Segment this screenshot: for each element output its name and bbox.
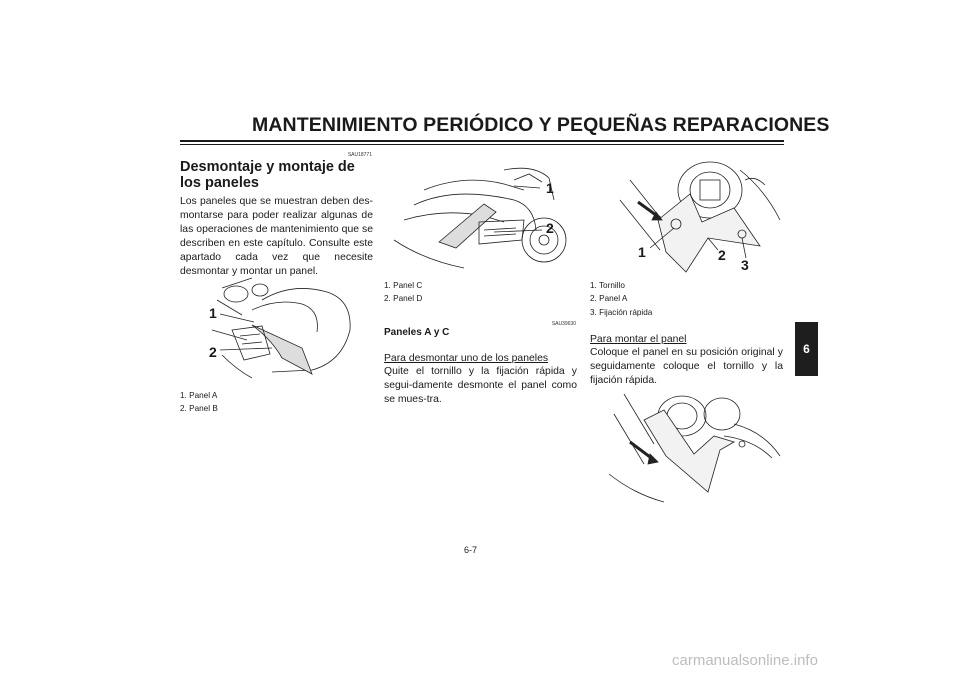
procedure-heading-remove: Para desmontar uno de los paneles <box>384 353 549 364</box>
section-code: SAU18771 <box>347 152 372 158</box>
procedure-body-install: Coloque el panel en su posición original y seguidamente coloque el tornillo y la fijación rápida. <box>590 347 783 386</box>
section-heading: Desmontaje y montaje de los paneles <box>180 159 355 191</box>
subsection-heading: Paneles A y C <box>384 327 450 338</box>
figure-install-panel <box>604 384 784 506</box>
procedure-body-remove: Quite el tornillo y la fijación rápida y segui-damente desmonte el panel como se mues-tra. <box>384 366 577 405</box>
figure-panels-a-b <box>192 270 370 382</box>
watermark: carmanualsonline.info <box>672 652 818 669</box>
callout-1: 1 <box>546 180 554 196</box>
figure-panels-c-d <box>384 160 580 272</box>
figure-captions <box>590 279 783 319</box>
caption-item: 3. Fijación rápida <box>590 307 653 317</box>
callout-2: 2 <box>546 220 554 236</box>
figure-captions <box>384 279 577 306</box>
callout-2: 2 <box>209 344 217 360</box>
callout-2: 2 <box>718 247 726 263</box>
header-rule-thin <box>180 144 784 145</box>
chapter-tab: 6 <box>795 322 818 376</box>
caption-item: 1. Tornillo <box>590 281 625 290</box>
callout-3: 3 <box>741 257 749 273</box>
caption-item: 2. Panel B <box>180 404 218 414</box>
caption-item: 2. Panel D <box>384 294 423 304</box>
page-number: 6-7 <box>464 545 478 555</box>
caption-item: 2. Panel A <box>590 294 628 304</box>
page-title: MANTENIMIENTO PERIÓDICO Y PEQUEÑAS REPARACIONES <box>252 114 830 136</box>
callout-1: 1 <box>638 244 646 260</box>
section-code: SAU39630 <box>551 321 576 327</box>
figure-captions <box>180 389 373 416</box>
caption-item: 1. Panel A <box>180 391 218 400</box>
procedure-heading-install: Para montar el panel <box>590 334 687 345</box>
intro-paragraph: Los paneles que se muestran deben des-montarse para poder realizar algunas de las operaciones de mantenimiento que se describen en este capítulo. Consulte este apartado cada vez que necesite desmontar y montar un panel. <box>180 196 373 277</box>
callout-1: 1 <box>209 305 217 321</box>
caption-item: 1. Panel C <box>384 281 423 290</box>
figure-screw-panel-fastener <box>590 160 786 274</box>
header-rule <box>180 140 784 142</box>
